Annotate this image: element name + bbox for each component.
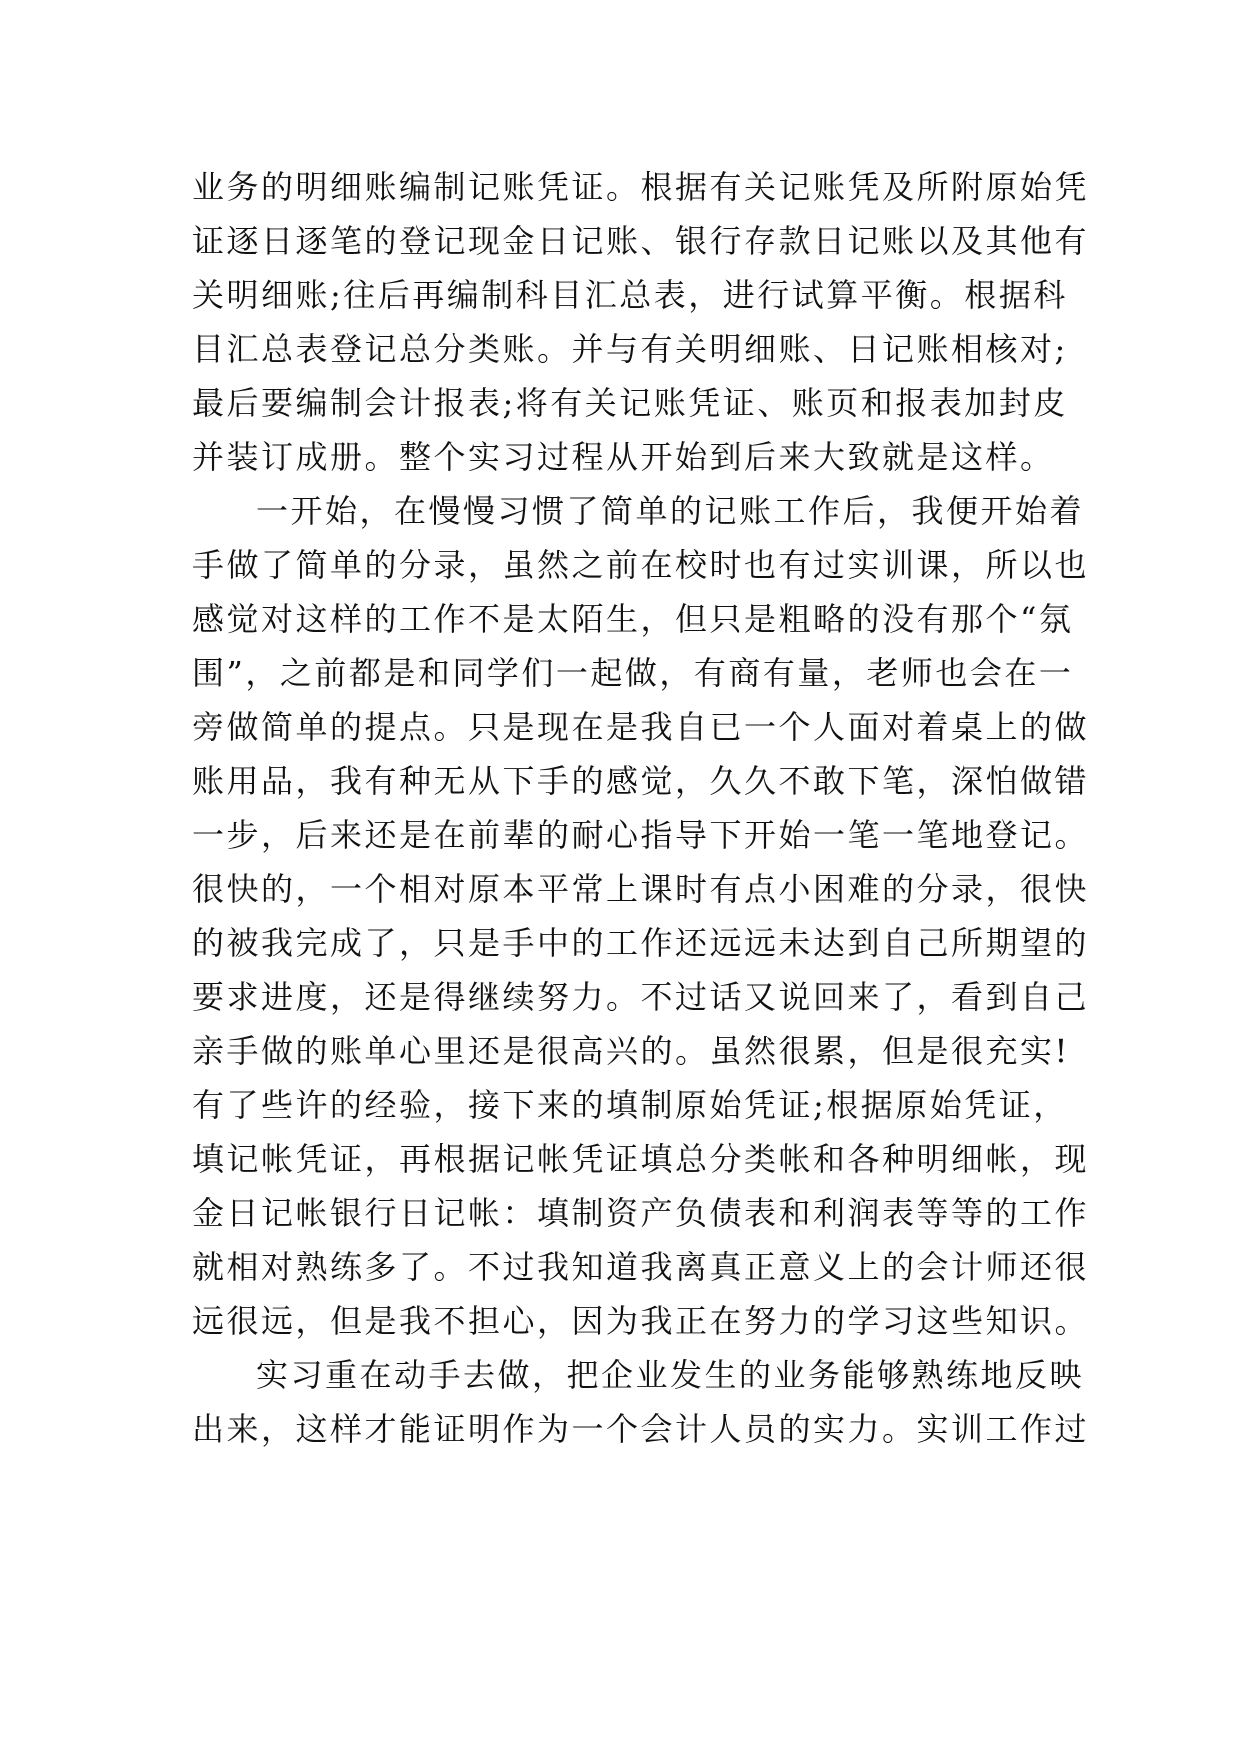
text-line: 有了些许的经验，接下来的填制原始凭证;根据原始凭证， [192,1086,1068,1124]
paragraph-start-line: 一开始，在慢慢习惯了简单的记账工作后，我便开始着 [256,492,1085,530]
text-line: 一步，后来还是在前辈的耐心指导下开始一笔一笔地登记。 [192,816,1090,854]
text-line: 业务的明细账编制记账凭证。根据有关记账凭及所附原始凭 [192,168,1090,206]
text-line: 感觉对这样的工作不是太陌生，但只是粗略的没有那个“氛 [192,600,1074,638]
text-line: 证逐日逐笔的登记现金日记账、银行存款日记账以及其他有 [192,222,1090,260]
text-line: 金日记帐银行日记帐：填制资产负债表和利润表等等的工作 [192,1194,1090,1232]
text-line: 手做了简单的分录，虽然之前在校时也有过实训课，所以也 [192,546,1090,584]
text-line: 目汇总表登记总分类账。并与有关明细账、日记账相核对; [192,330,1068,368]
text-line: 亲手做的账单心里还是很高兴的。虽然很累，但是很充实! [192,1032,1070,1070]
body-text [192,160,1090,1456]
text-line: 就相对熟练多了。不过我知道我离真正意义上的会计师还很 [192,1248,1090,1286]
text-line: 的被我完成了，只是手中的工作还远远未达到自己所期望的 [192,924,1090,962]
text-line: 要求进度，还是得继续努力。不过话又说回来了，看到自己 [192,978,1090,1016]
text-line: 账用品，我有种无从下手的感觉，久久不敢下笔，深怕做错 [192,762,1090,800]
text-line: 旁做简单的提点。只是现在是我自已一个人面对着桌上的做 [192,708,1090,746]
text-line: 并装订成册。整个实习过程从开始到后来大致就是这样。 [192,438,1055,476]
text-line: 出来，这样才能证明作为一个会计人员的实力。实训工作过 [192,1410,1090,1448]
text-line: 最后要编制会计报表;将有关记账凭证、账页和报表加封皮 [192,384,1068,422]
text-line: 很快的，一个相对原本平常上课时有点小困难的分录，很快 [192,870,1090,908]
text-line: 填记帐凭证，再根据记帐凭证填总分类帐和各种明细帐，现 [192,1140,1090,1178]
text-line: 关明细账;往后再编制科目汇总表，进行试算平衡。根据科 [192,276,1068,314]
paragraph-start-line: 实习重在动手去做，把企业发生的业务能够熟练地反映 [256,1356,1085,1394]
text-line: 远很远，但是我不担心，因为我正在努力的学习这些知识。 [192,1302,1090,1340]
text-line: 围”，之前都是和同学们一起做，有商有量，老师也会在一 [192,654,1074,692]
